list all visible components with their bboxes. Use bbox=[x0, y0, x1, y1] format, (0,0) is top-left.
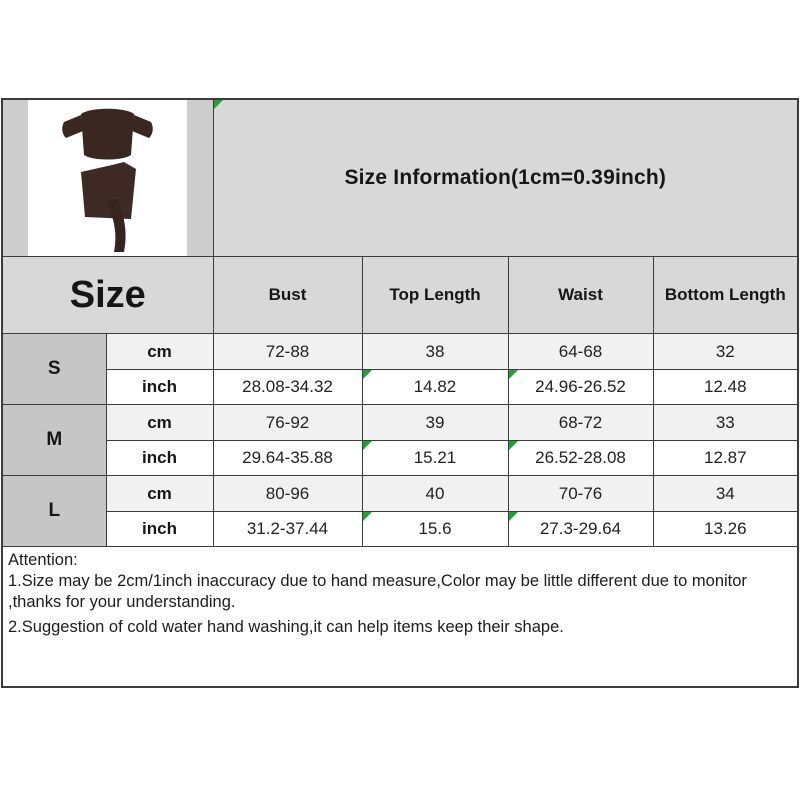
green-corner-marker-icon bbox=[509, 370, 518, 379]
table-row-l-inch bbox=[2, 512, 798, 547]
title-row bbox=[2, 99, 798, 257]
size-information-table bbox=[1, 98, 799, 688]
attention-cell bbox=[2, 547, 798, 688]
cell-s-cm-bust: 72-88 bbox=[213, 334, 362, 370]
garment-illustration-icon bbox=[28, 100, 187, 256]
table-row-m-inch bbox=[2, 441, 798, 476]
column-header-waist: Waist bbox=[508, 257, 653, 334]
green-corner-marker-icon bbox=[509, 512, 518, 521]
cell-l-cm-waist: 70-76 bbox=[508, 476, 653, 512]
green-corner-marker-icon bbox=[363, 370, 372, 379]
size-info-title: Size Information(1cm=0.39inch) bbox=[344, 166, 667, 189]
cell-m-cm-top-length: 39 bbox=[362, 405, 508, 441]
cell-s-cm-top-length: 38 bbox=[362, 334, 508, 370]
table-row-m-cm bbox=[2, 405, 798, 441]
column-header-top-length: Top Length bbox=[362, 257, 508, 334]
attention-note-1-cont: ,thanks for your understanding. bbox=[8, 593, 236, 611]
cell-s-inch-bust: 28.08-34.32 bbox=[213, 370, 362, 405]
cell-s-cm-waist: 64-68 bbox=[508, 334, 653, 370]
unit-label-cm: cm bbox=[106, 476, 213, 512]
attention-note-2: 2.Suggestion of cold water hand washing,it can help items keep their shape. bbox=[8, 618, 564, 636]
size-label-m: M bbox=[2, 405, 106, 476]
unit-label-cm: cm bbox=[106, 405, 213, 441]
cell-m-inch-waist: 26.52-28.08 bbox=[508, 441, 653, 476]
green-corner-marker-icon bbox=[363, 441, 372, 450]
attention-row bbox=[2, 547, 798, 688]
cell-m-cm-waist: 68-72 bbox=[508, 405, 653, 441]
column-header-bottom-length: Bottom Length bbox=[653, 257, 798, 334]
green-corner-marker-icon bbox=[363, 512, 372, 521]
column-header-row bbox=[2, 257, 798, 334]
cell-l-inch-waist: 27.3-29.64 bbox=[508, 512, 653, 547]
cell-m-inch-bottom-length: 12.87 bbox=[653, 441, 798, 476]
cell-m-inch-bust: 29.64-35.88 bbox=[213, 441, 362, 476]
cell-s-inch-bottom-length: 12.48 bbox=[653, 370, 798, 405]
cell-l-cm-bottom-length: 34 bbox=[653, 476, 798, 512]
cell-l-inch-top-length: 15.6 bbox=[362, 512, 508, 547]
cell-s-inch-waist: 24.96-26.52 bbox=[508, 370, 653, 405]
size-info-title-cell bbox=[213, 99, 798, 257]
unit-label-inch: inch bbox=[106, 512, 213, 547]
cell-l-inch-bottom-length: 13.26 bbox=[653, 512, 798, 547]
table-row-s-cm bbox=[2, 334, 798, 370]
green-corner-marker-icon bbox=[214, 100, 223, 109]
green-corner-marker-icon bbox=[509, 441, 518, 450]
cell-l-cm-top-length: 40 bbox=[362, 476, 508, 512]
size-label-l: L bbox=[2, 476, 106, 547]
cell-s-inch-top-length: 14.82 bbox=[362, 370, 508, 405]
table-row-l-cm bbox=[2, 476, 798, 512]
cell-m-inch-top-length: 15.21 bbox=[362, 441, 508, 476]
product-photo bbox=[28, 100, 187, 256]
size-corner-header: Size bbox=[2, 257, 213, 334]
size-label-s: S bbox=[2, 334, 106, 405]
unit-label-cm: cm bbox=[106, 334, 213, 370]
column-header-bust: Bust bbox=[213, 257, 362, 334]
cell-l-cm-bust: 80-96 bbox=[213, 476, 362, 512]
unit-label-inch: inch bbox=[106, 441, 213, 476]
cell-s-cm-bottom-length: 32 bbox=[653, 334, 798, 370]
table-row-s-inch bbox=[2, 370, 798, 405]
attention-note-1: 1.Size may be 2cm/1inch inaccuracy due to hand measure,Color may be little different due to monitor bbox=[8, 572, 747, 590]
unit-label-inch: inch bbox=[106, 370, 213, 405]
attention-title: Attention: bbox=[8, 551, 78, 569]
cell-l-inch-bust: 31.2-37.44 bbox=[213, 512, 362, 547]
cell-m-cm-bottom-length: 33 bbox=[653, 405, 798, 441]
cell-m-cm-bust: 76-92 bbox=[213, 405, 362, 441]
product-image-cell bbox=[2, 99, 213, 257]
